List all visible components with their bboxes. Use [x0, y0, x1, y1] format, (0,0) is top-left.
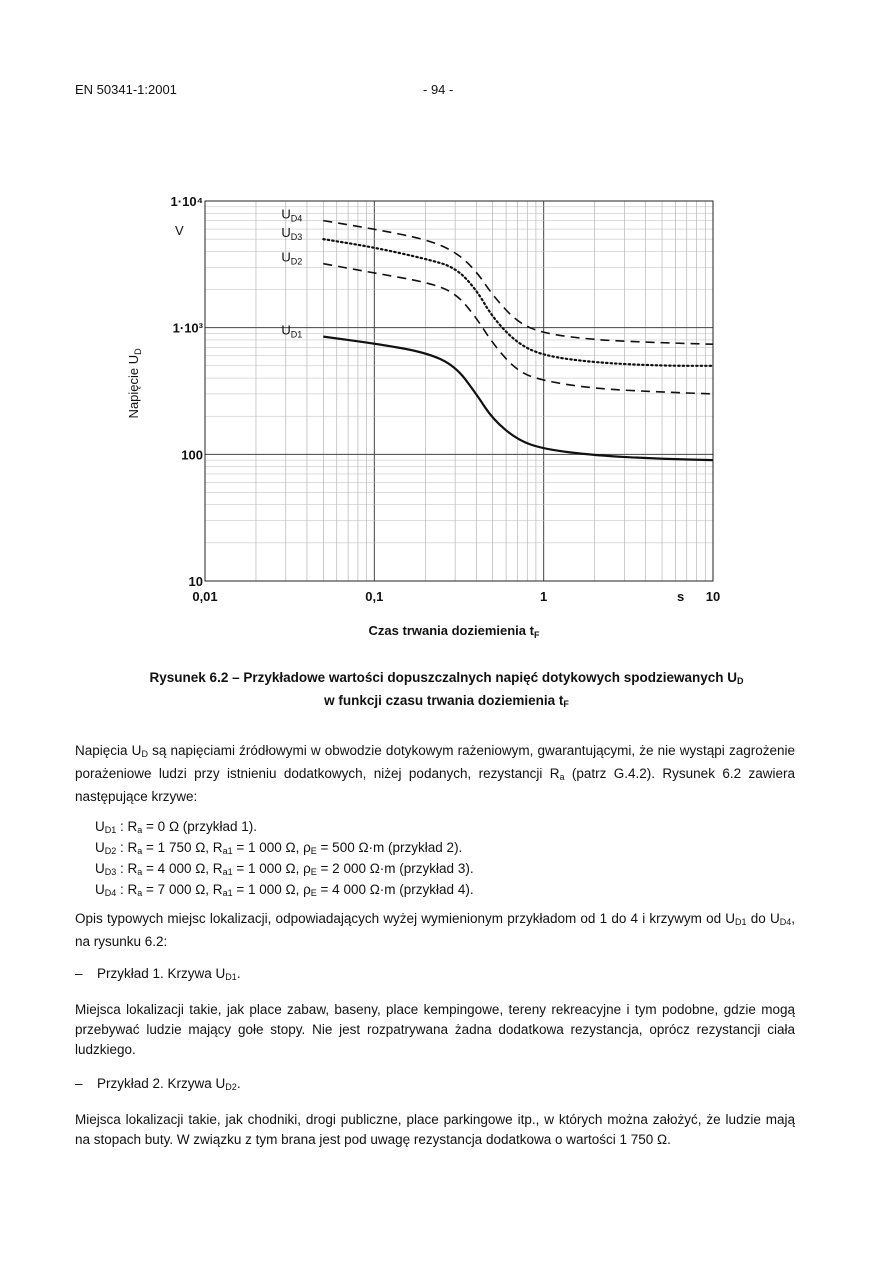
- series-line-d1: [323, 337, 713, 461]
- example-2-paragraph: Miejsca lokalizacji takie, jak chodniki, drogi publiczne, place parkingowe itp., w których można założyć, że ludzie mają na stopach buty. W związku z tym brana jest pod uwagę rezystancja dodatkowa o wartości 1 750 Ω.: [75, 1112, 795, 1147]
- x-tick-label: 10: [705, 589, 721, 604]
- series-label-d4: $U_{D4}$: [281, 206, 303, 224]
- definition-ud4: $U_{D4}$ : $R_a = 7$ 000 Ω, $R_{a1} = 1$ 000 Ω, $\rho_E = 4$ 000 Ω·m (przykład 4).: [95, 882, 474, 898]
- definition-ud3: $U_{D3}$ : $R_a = 4$ 000 Ω, $R_{a1} = 1$ 000 Ω, $\rho_E = 2$ 000 Ω·m (przykład 3).: [95, 861, 474, 877]
- series-label-d2: $U_{D2}$: [281, 249, 303, 267]
- axis-ticks: [171, 194, 721, 604]
- x-tick-label: 1: [540, 589, 548, 604]
- y-tick-label: 100: [181, 447, 203, 463]
- caption-line-1: Rysunek 6.2 – Przykładowe wartości dopuszczalnych napięć dotykowych spodziewanych $U_D$: [149, 670, 744, 686]
- page-number: - 94 -: [423, 82, 454, 97]
- x-unit-label: s: [677, 589, 685, 604]
- page-header: [75, 82, 835, 102]
- series-label-d3: $U_{D3}$: [281, 225, 303, 243]
- document-id: EN 50341-1:2001: [75, 82, 177, 97]
- series-label-d1: $U_{D1}$: [281, 322, 303, 340]
- locations-paragraph: Opis typowych miejsc lokalizacji, odpowiadających wyżej wymienionym przykładom od 1 do 4 i krzywym od $U_{D1}$ do $U_{D4}$, na rysunku 6.2:: [75, 911, 795, 949]
- definition-ud2: $U_{D2}$ : $R_a = 1$ 750 Ω, $R_{a1} = 1$ 000 Ω, $\rho_E = 500$ Ω·m (przykład 2).: [95, 840, 463, 856]
- y-tick-label: 1·10⁴: [170, 194, 203, 209]
- series-line-d2: [323, 264, 713, 394]
- y-tick-label: 10: [188, 574, 203, 589]
- x-tick-label: 0,01: [192, 589, 218, 604]
- definition-ud1: $U_{D1}$ : $R_a = 0$ Ω (przykład 1).: [95, 819, 258, 835]
- y-unit-label: V: [175, 223, 184, 238]
- series-line-d3: [323, 239, 713, 366]
- touch-voltage-chart: [110, 178, 750, 648]
- series-labels: [281, 207, 302, 340]
- y-tick-label: 1·10³: [172, 320, 203, 336]
- example-2-heading: – Przykład 2. Krzywa $U_{D2}$.: [75, 1076, 241, 1092]
- chart-series: [323, 221, 713, 461]
- x-tick-label: 0,1: [365, 589, 384, 604]
- intro-paragraph: Napięcia $U_D$ są napięciami źródłowymi w obwodzie dotykowym rażeniowym, gwarantującymi, że nie wystąpi zagrożenie porażeniowe ludzi przy istnieniu dodatkowych, niżej podanych, rezystancji $R_a$ (patrz G.4.2). Rysunek 6.2 zawiera następujące krzywe:: [75, 743, 796, 804]
- y-axis-title: Napięcie $U_D$: [126, 348, 143, 419]
- example-1-heading: – Przykład 1. Krzywa $U_{D1}$.: [75, 966, 241, 982]
- example-1-paragraph: Miejsca lokalizacji takie, jak place zabaw, baseny, place kempingowe, tereny rekreacyjne i tym podobne, gdzie mogą przebywać ludzie mający gołe stopy. Nie jest rozpatrywana żadna dodatkowa rezystancja, oprócz rezystancji ciała ludzkiego.: [75, 1002, 795, 1057]
- curve-definitions: [95, 818, 474, 902]
- caption-line-2: w funkcji czasu trwania doziemienia $t_F$: [324, 693, 569, 709]
- figure-caption: [60, 668, 833, 714]
- x-axis-title: Czas trwania doziemienia $t_F$: [368, 623, 540, 640]
